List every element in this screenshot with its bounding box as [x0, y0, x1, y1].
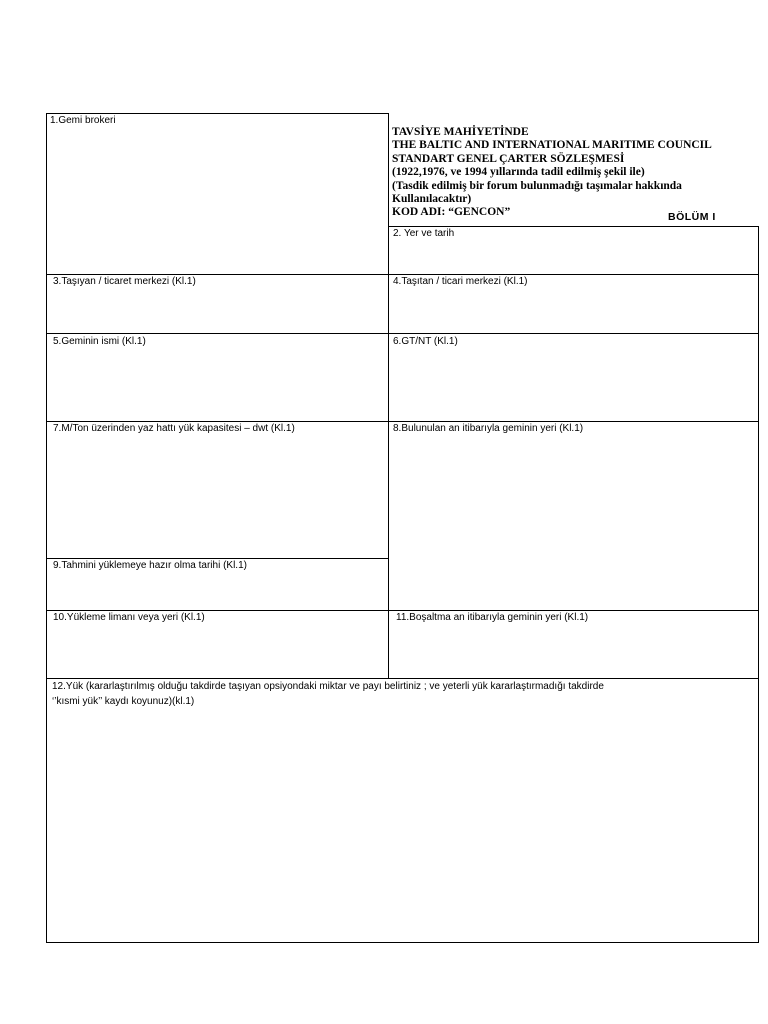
field-1-label: 1.Gemi brokeri — [50, 115, 116, 126]
header-line-2: THE BALTIC AND INTERNATIONAL MARITIME COUNCIL — [392, 139, 712, 152]
field-4-label: 4.Taşıtan / ticari merkezi (Kl.1) — [393, 276, 528, 287]
field-8-label: 8.Bulunulan an itibarıyla geminin yeri (Kl.1) — [393, 423, 584, 434]
field-3-label: 3.Taşıyan / ticaret merkezi (Kl.1) — [53, 276, 196, 287]
field-5-label: 5.Geminin ismi (Kl.1) — [53, 336, 146, 347]
field-12-label-line-2: ‘’kısmi yük’’ kaydı koyunuz)(kl.1) — [52, 696, 195, 707]
field-12-box[interactable] — [46, 678, 759, 943]
header-line-1: TAVSİYE MAHİYETİNDE — [392, 126, 529, 138]
header-line-3: STANDART GENEL ÇARTER SÖZLEŞMESİ — [392, 152, 625, 165]
header-line-7: KOD ADI: “GENCON” — [392, 206, 511, 219]
field-12-label-line-1: 12.Yük (kararlaştırılmış olduğu takdirde taşıyan opsiyondaki miktar ve payı belirtiniz ; ve yeterli yük kararlaştırmadığı takdirde — [52, 681, 604, 692]
header-line-5: (Tasdik edilmiş bir forum bulunmadığı taşımalar hakkında — [392, 179, 682, 192]
field-9-label: 9.Tahmini yüklemeye hazır olma tarihi (Kl.1) — [53, 560, 247, 571]
form-header — [392, 126, 752, 220]
field-7-label: 7.M/Ton üzerinden yaz hattı yük kapasitesi – dwt (Kl.1) — [53, 423, 295, 434]
field-8-box[interactable] — [388, 421, 759, 611]
header-line-6: Kullanılacaktır) — [392, 193, 472, 206]
field-7-box[interactable] — [46, 421, 389, 559]
field-10-label: 10.Yükleme limanı veya yeri (Kl.1) — [53, 612, 205, 623]
field-1-box[interactable] — [46, 113, 389, 275]
section-label: BÖLÜM I — [668, 211, 716, 223]
field-2-label: 2. Yer ve tarih — [393, 228, 455, 239]
field-11-label: 11.Boşaltma an itibarıyla geminin yeri (Kl.1) — [396, 612, 589, 623]
header-line-4: (1922,1976, ve 1994 yıllarında tadil edilmiş şekil ile) — [392, 166, 645, 179]
field-6-label: 6.GT/NT (Kl.1) — [393, 336, 458, 347]
